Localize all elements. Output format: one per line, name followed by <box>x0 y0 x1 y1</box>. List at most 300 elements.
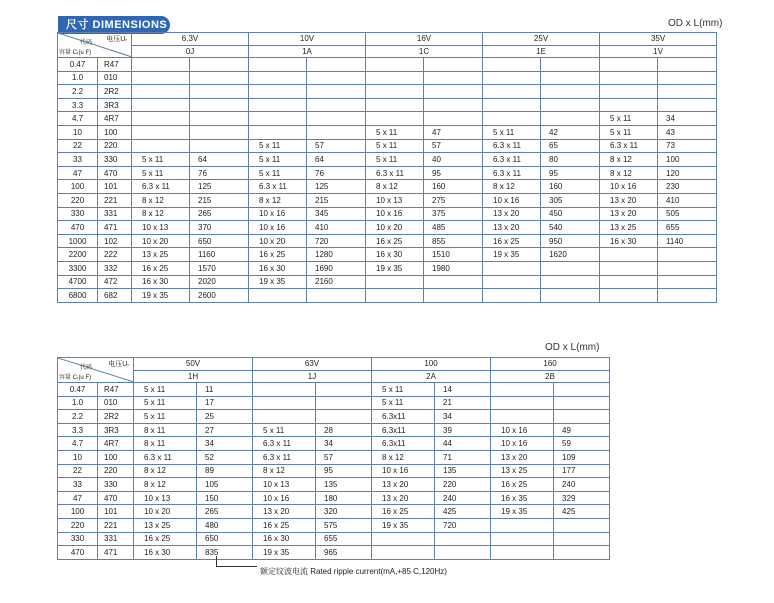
ripple-current-cell: 105 <box>197 478 253 492</box>
ripple-current-cell <box>424 275 483 289</box>
ripple-current-cell: 89 <box>197 464 253 478</box>
ripple-current-cell <box>316 410 372 424</box>
ripple-current-cell: 47 <box>424 125 483 139</box>
ripple-current-cell: 39 <box>435 423 491 437</box>
size-cell <box>600 275 658 289</box>
capacitance-cell: 220 <box>58 518 98 532</box>
ripple-current-cell <box>190 125 249 139</box>
od-label-top: OD x L(mm) <box>668 18 723 29</box>
size-cell: 8 x 12 <box>132 193 190 207</box>
ripple-current-cell: 180 <box>316 491 372 505</box>
size-cell: 19 x 35 <box>132 289 190 303</box>
size-cell <box>132 112 190 126</box>
voltage-code-header: 0J <box>132 45 249 58</box>
size-cell: 10 x 16 <box>600 180 658 194</box>
size-cell <box>366 71 424 85</box>
corner-code-label: 代码 <box>80 365 93 371</box>
size-cell <box>600 98 658 112</box>
size-cell: 16 x 35 <box>491 491 554 505</box>
ripple-current-cell <box>190 85 249 99</box>
size-cell: 8 x 12 <box>600 153 658 167</box>
size-cell: 10 x 16 <box>491 437 554 451</box>
table-row <box>58 383 610 397</box>
ripple-current-cell: 265 <box>197 505 253 519</box>
voltage-header: 16V <box>366 33 483 46</box>
voltage-code-header: 1H <box>134 370 253 383</box>
size-cell: 6.3 x 11 <box>483 153 541 167</box>
capacitance-cell: 10 <box>58 450 98 464</box>
size-cell <box>372 532 435 546</box>
ripple-current-cell: 485 <box>424 221 483 235</box>
ripple-current-cell: 965 <box>316 546 372 560</box>
size-cell: 6.3 x 11 <box>483 139 541 153</box>
size-cell <box>249 112 307 126</box>
code-cell: 4R7 <box>98 112 132 126</box>
ripple-current-cell: 505 <box>658 207 717 221</box>
ripple-current-cell: 44 <box>435 437 491 451</box>
ripple-current-cell: 95 <box>541 166 600 180</box>
ripple-current-cell: 1510 <box>424 248 483 262</box>
size-cell <box>483 275 541 289</box>
size-cell: 5 x 11 <box>134 410 197 424</box>
code-cell: 2R2 <box>98 410 134 424</box>
code-header-row <box>58 45 717 58</box>
size-cell <box>253 410 316 424</box>
ripple-current-cell: 230 <box>658 180 717 194</box>
ripple-current-cell: 11 <box>197 383 253 397</box>
size-cell: 10 x 20 <box>132 234 190 248</box>
size-cell: 6.3x11 <box>372 423 435 437</box>
capacitance-cell: 47 <box>58 166 98 180</box>
size-cell <box>491 383 554 397</box>
code-cell: 220 <box>98 139 132 153</box>
size-cell: 8 x 12 <box>134 464 197 478</box>
size-cell: 13 x 20 <box>600 193 658 207</box>
capacitance-cell: 470 <box>58 221 98 235</box>
ripple-current-cell: 2600 <box>190 289 249 303</box>
size-cell: 6.3 x 11 <box>366 166 424 180</box>
size-cell: 13 x 20 <box>372 478 435 492</box>
ripple-current-cell: 370 <box>190 221 249 235</box>
ripple-current-cell: 450 <box>541 207 600 221</box>
code-cell: 470 <box>98 166 132 180</box>
table-row <box>58 289 717 303</box>
code-cell: 101 <box>98 505 134 519</box>
ripple-current-cell <box>307 71 366 85</box>
table-row <box>58 180 717 194</box>
ripple-current-cell <box>554 383 610 397</box>
size-cell: 16 x 30 <box>132 275 190 289</box>
ripple-current-cell: 135 <box>316 478 372 492</box>
capacitance-cell: 3300 <box>58 261 98 275</box>
voltage-code-header: 1A <box>249 45 366 58</box>
ripple-current-cell: 57 <box>307 139 366 153</box>
ripple-current-cell: 240 <box>435 491 491 505</box>
ripple-current-cell: 64 <box>307 153 366 167</box>
size-cell: 6.3 x 11 <box>253 437 316 451</box>
size-cell: 13 x 20 <box>491 450 554 464</box>
size-cell <box>491 546 554 560</box>
size-cell <box>600 58 658 72</box>
ripple-current-cell: 109 <box>554 450 610 464</box>
size-cell: 5 x 11 <box>600 112 658 126</box>
ripple-current-cell: 34 <box>197 437 253 451</box>
ripple-current-cell: 275 <box>424 193 483 207</box>
size-cell: 5 x 11 <box>366 153 424 167</box>
capacitance-cell: 2.2 <box>58 85 98 99</box>
voltage-header-row <box>58 358 610 371</box>
ripple-current-cell: 52 <box>197 450 253 464</box>
ripple-current-cell: 655 <box>316 532 372 546</box>
ripple-current-cell: 177 <box>554 464 610 478</box>
table-row <box>58 98 717 112</box>
size-cell <box>491 410 554 424</box>
size-cell: 5 x 11 <box>372 383 435 397</box>
size-cell <box>483 98 541 112</box>
size-cell <box>483 58 541 72</box>
size-cell: 19 x 35 <box>253 546 316 560</box>
ripple-current-cell <box>424 112 483 126</box>
ripple-current-cell <box>435 532 491 546</box>
capacitance-cell: 2200 <box>58 248 98 262</box>
size-cell <box>253 396 316 410</box>
code-header-row <box>58 370 610 383</box>
size-cell <box>132 139 190 153</box>
capacitance-cell: 3.3 <box>58 98 98 112</box>
size-cell: 5 x 11 <box>134 396 197 410</box>
ripple-current-cell: 650 <box>197 532 253 546</box>
dimensions-table-1 <box>57 32 717 303</box>
size-cell: 16 x 30 <box>253 532 316 546</box>
code-cell: R47 <box>98 58 132 72</box>
ripple-current-cell <box>424 71 483 85</box>
ripple-current-cell: 73 <box>658 139 717 153</box>
code-cell: 100 <box>98 450 134 464</box>
capacitance-cell: 100 <box>58 180 98 194</box>
ripple-current-cell: 80 <box>541 153 600 167</box>
capacitance-cell: 22 <box>58 139 98 153</box>
table-row <box>58 125 717 139</box>
code-cell: 330 <box>98 153 132 167</box>
ripple-current-cell: 855 <box>424 234 483 248</box>
ripple-current-cell: 425 <box>554 505 610 519</box>
size-cell <box>249 85 307 99</box>
ripple-current-cell: 2020 <box>190 275 249 289</box>
code-cell: 220 <box>98 464 134 478</box>
table-row <box>58 423 610 437</box>
size-cell: 16 x 30 <box>249 261 307 275</box>
size-cell <box>372 546 435 560</box>
ripple-current-cell: 135 <box>435 464 491 478</box>
size-cell <box>132 58 190 72</box>
ripple-current-cell <box>658 58 717 72</box>
voltage-header: 10V <box>249 33 366 46</box>
code-cell: 101 <box>98 180 132 194</box>
size-cell: 16 x 30 <box>134 546 197 560</box>
table-row <box>58 234 717 248</box>
size-cell: 16 x 25 <box>134 532 197 546</box>
ripple-current-cell: 1160 <box>190 248 249 262</box>
voltage-header: 100 <box>372 358 491 371</box>
size-cell: 19 x 35 <box>483 248 541 262</box>
ripple-current-cell: 160 <box>541 180 600 194</box>
size-cell <box>483 112 541 126</box>
ripple-current-cell: 540 <box>541 221 600 235</box>
ripple-current-cell: 57 <box>424 139 483 153</box>
ripple-current-cell: 375 <box>424 207 483 221</box>
capacitance-cell: 1000 <box>58 234 98 248</box>
code-cell: 471 <box>98 546 134 560</box>
size-cell: 10 x 20 <box>366 221 424 235</box>
size-cell: 10 x 16 <box>249 207 307 221</box>
size-cell <box>249 289 307 303</box>
size-cell <box>249 58 307 72</box>
ripple-current-cell: 21 <box>435 396 491 410</box>
table-row <box>58 153 717 167</box>
capacitance-cell: 330 <box>58 207 98 221</box>
size-cell <box>483 71 541 85</box>
ripple-current-cell <box>541 112 600 126</box>
ripple-current-cell <box>190 71 249 85</box>
size-cell <box>491 518 554 532</box>
voltage-code-header: 2B <box>491 370 610 383</box>
ripple-current-cell <box>554 396 610 410</box>
size-cell <box>483 85 541 99</box>
size-cell: 10 x 16 <box>253 491 316 505</box>
code-cell: 330 <box>98 478 134 492</box>
table-row <box>58 275 717 289</box>
size-cell <box>249 98 307 112</box>
voltage-code-header: 1V <box>600 45 717 58</box>
size-cell: 16 x 25 <box>483 234 541 248</box>
size-cell: 10 x 13 <box>132 221 190 235</box>
ripple-current-cell: 575 <box>316 518 372 532</box>
size-cell: 13 x 25 <box>132 248 190 262</box>
voltage-header: 35V <box>600 33 717 46</box>
size-cell: 19 x 35 <box>366 261 424 275</box>
size-cell <box>366 289 424 303</box>
corner-cap-label: 容量 Cᵣ(u F) <box>59 375 92 381</box>
ripple-current-cell <box>554 518 610 532</box>
ripple-current-cell: 34 <box>316 437 372 451</box>
ripple-current-cell <box>541 289 600 303</box>
code-cell: 3R3 <box>98 98 132 112</box>
ripple-current-cell: 480 <box>197 518 253 532</box>
size-cell: 6.3x11 <box>372 410 435 424</box>
size-cell: 10 x 13 <box>253 478 316 492</box>
size-cell: 13 x 20 <box>253 505 316 519</box>
table-row <box>58 478 610 492</box>
size-cell: 19 x 35 <box>249 275 307 289</box>
size-cell: 13 x 20 <box>483 207 541 221</box>
size-cell: 10 x 16 <box>249 221 307 235</box>
size-cell <box>366 58 424 72</box>
table-row <box>58 261 717 275</box>
table-row <box>58 221 717 235</box>
ripple-current-cell: 950 <box>541 234 600 248</box>
ripple-current-cell: 49 <box>554 423 610 437</box>
ripple-current-cell: 720 <box>435 518 491 532</box>
size-cell: 8 x 12 <box>253 464 316 478</box>
corner-voltage-label: 电压Uᵣ <box>108 361 129 368</box>
size-cell: 8 x 12 <box>132 207 190 221</box>
ripple-current-cell: 34 <box>435 410 491 424</box>
size-cell: 13 x 20 <box>372 491 435 505</box>
size-cell: 8 x 12 <box>366 180 424 194</box>
table-row <box>58 248 717 262</box>
ripple-current-cell <box>190 98 249 112</box>
ripple-current-cell <box>307 125 366 139</box>
size-cell <box>366 98 424 112</box>
size-cell: 8 x 11 <box>134 423 197 437</box>
ripple-current-cell: 2160 <box>307 275 366 289</box>
size-cell: 16 x 30 <box>600 234 658 248</box>
page-title: 尺寸 DIMENSIONS <box>58 16 170 34</box>
table-row <box>58 112 717 126</box>
size-cell: 10 x 20 <box>134 505 197 519</box>
table-row <box>58 464 610 478</box>
code-cell: 471 <box>98 221 132 235</box>
size-cell: 5 x 11 <box>600 125 658 139</box>
ripple-current-cell: 1570 <box>190 261 249 275</box>
size-cell: 6.3 x 11 <box>253 450 316 464</box>
size-cell: 16 x 25 <box>491 478 554 492</box>
table-row <box>58 58 717 72</box>
ripple-current-cell <box>658 261 717 275</box>
ripple-current-cell: 220 <box>435 478 491 492</box>
code-cell: 3R3 <box>98 423 134 437</box>
size-cell: 8 x 12 <box>372 450 435 464</box>
ripple-current-cell: 1620 <box>541 248 600 262</box>
size-cell: 13 x 20 <box>600 207 658 221</box>
ripple-current-cell: 65 <box>541 139 600 153</box>
size-cell <box>600 71 658 85</box>
size-cell: 5 x 11 <box>132 153 190 167</box>
ripple-current-cell: 76 <box>307 166 366 180</box>
ripple-current-cell: 329 <box>554 491 610 505</box>
ripple-current-cell: 25 <box>197 410 253 424</box>
ripple-current-cell <box>316 396 372 410</box>
size-cell: 6.3 x 11 <box>249 180 307 194</box>
code-cell: 472 <box>98 275 132 289</box>
capacitance-cell: 3.3 <box>58 423 98 437</box>
ripple-current-cell: 28 <box>316 423 372 437</box>
ripple-current-cell: 59 <box>554 437 610 451</box>
size-cell <box>600 261 658 275</box>
ripple-current-cell <box>541 261 600 275</box>
ripple-current-cell: 1140 <box>658 234 717 248</box>
size-cell: 5 x 11 <box>134 383 197 397</box>
corner-header <box>58 358 134 383</box>
ripple-current-cell: 215 <box>307 193 366 207</box>
ripple-current-cell: 27 <box>197 423 253 437</box>
ripple-current-cell <box>541 71 600 85</box>
size-cell: 8 x 11 <box>134 437 197 451</box>
ripple-current-cell: 650 <box>190 234 249 248</box>
ripple-current-cell: 95 <box>424 166 483 180</box>
code-cell: 102 <box>98 234 132 248</box>
ripple-current-cell: 42 <box>541 125 600 139</box>
table-row <box>58 410 610 424</box>
size-cell <box>132 98 190 112</box>
code-cell: 331 <box>98 532 134 546</box>
size-cell: 5 x 11 <box>253 423 316 437</box>
ripple-current-cell <box>316 383 372 397</box>
capacitance-cell: 4700 <box>58 275 98 289</box>
table-row <box>58 532 610 546</box>
ripple-current-cell <box>424 289 483 303</box>
capacitance-cell: 4.7 <box>58 112 98 126</box>
voltage-code-header: 1E <box>483 45 600 58</box>
table-row <box>58 518 610 532</box>
code-cell: 100 <box>98 125 132 139</box>
ripple-current-cell <box>541 275 600 289</box>
corner-code-label: 代码 <box>80 40 93 46</box>
ripple-current-cell <box>307 112 366 126</box>
ripple-current-cell <box>190 112 249 126</box>
size-cell: 13 x 25 <box>600 221 658 235</box>
ripple-current-cell: 425 <box>435 505 491 519</box>
code-cell: 470 <box>98 491 134 505</box>
table-row <box>58 491 610 505</box>
size-cell <box>600 289 658 303</box>
od-label-bottom: OD x L(mm) <box>545 342 600 353</box>
ripple-current-cell <box>658 71 717 85</box>
table-row <box>58 207 717 221</box>
corner-cap-label: 容量 Cᵣ(u F) <box>59 50 92 56</box>
ripple-current-cell: 305 <box>541 193 600 207</box>
ripple-current-cell <box>307 85 366 99</box>
code-cell: 682 <box>98 289 132 303</box>
ripple-current-cell: 17 <box>197 396 253 410</box>
size-cell: 16 x 25 <box>253 518 316 532</box>
size-cell: 5 x 11 <box>249 166 307 180</box>
ripple-current-cell: 320 <box>316 505 372 519</box>
code-cell: 4R7 <box>98 437 134 451</box>
size-cell: 16 x 25 <box>366 234 424 248</box>
ripple-current-cell: 71 <box>435 450 491 464</box>
size-cell: 13 x 25 <box>491 464 554 478</box>
ripple-current-cell: 125 <box>190 180 249 194</box>
size-cell: 13 x 20 <box>483 221 541 235</box>
voltage-header: 6.3V <box>132 33 249 46</box>
voltage-header: 160 <box>491 358 610 371</box>
capacitance-cell: 22 <box>58 464 98 478</box>
size-cell: 10 x 13 <box>134 491 197 505</box>
table-row <box>58 166 717 180</box>
ripple-current-cell: 64 <box>190 153 249 167</box>
capacitance-cell: 1.0 <box>58 396 98 410</box>
ripple-current-cell: 265 <box>190 207 249 221</box>
voltage-header-row <box>58 33 717 46</box>
dimensions-table-2 <box>57 357 610 560</box>
ripple-current-cell <box>554 546 610 560</box>
ripple-current-cell: 720 <box>307 234 366 248</box>
size-cell: 8 x 12 <box>134 478 197 492</box>
size-cell: 6.3 x 11 <box>132 180 190 194</box>
size-cell <box>249 125 307 139</box>
capacitance-cell: 0.47 <box>58 383 98 397</box>
ripple-current-cell: 125 <box>307 180 366 194</box>
ripple-current-cell <box>424 98 483 112</box>
ripple-current-cell: 1980 <box>424 261 483 275</box>
ripple-current-cell <box>190 139 249 153</box>
size-cell: 5 x 11 <box>249 153 307 167</box>
size-cell: 6.3x11 <box>372 437 435 451</box>
ripple-current-cell <box>541 58 600 72</box>
ripple-current-cell <box>424 85 483 99</box>
size-cell <box>249 71 307 85</box>
